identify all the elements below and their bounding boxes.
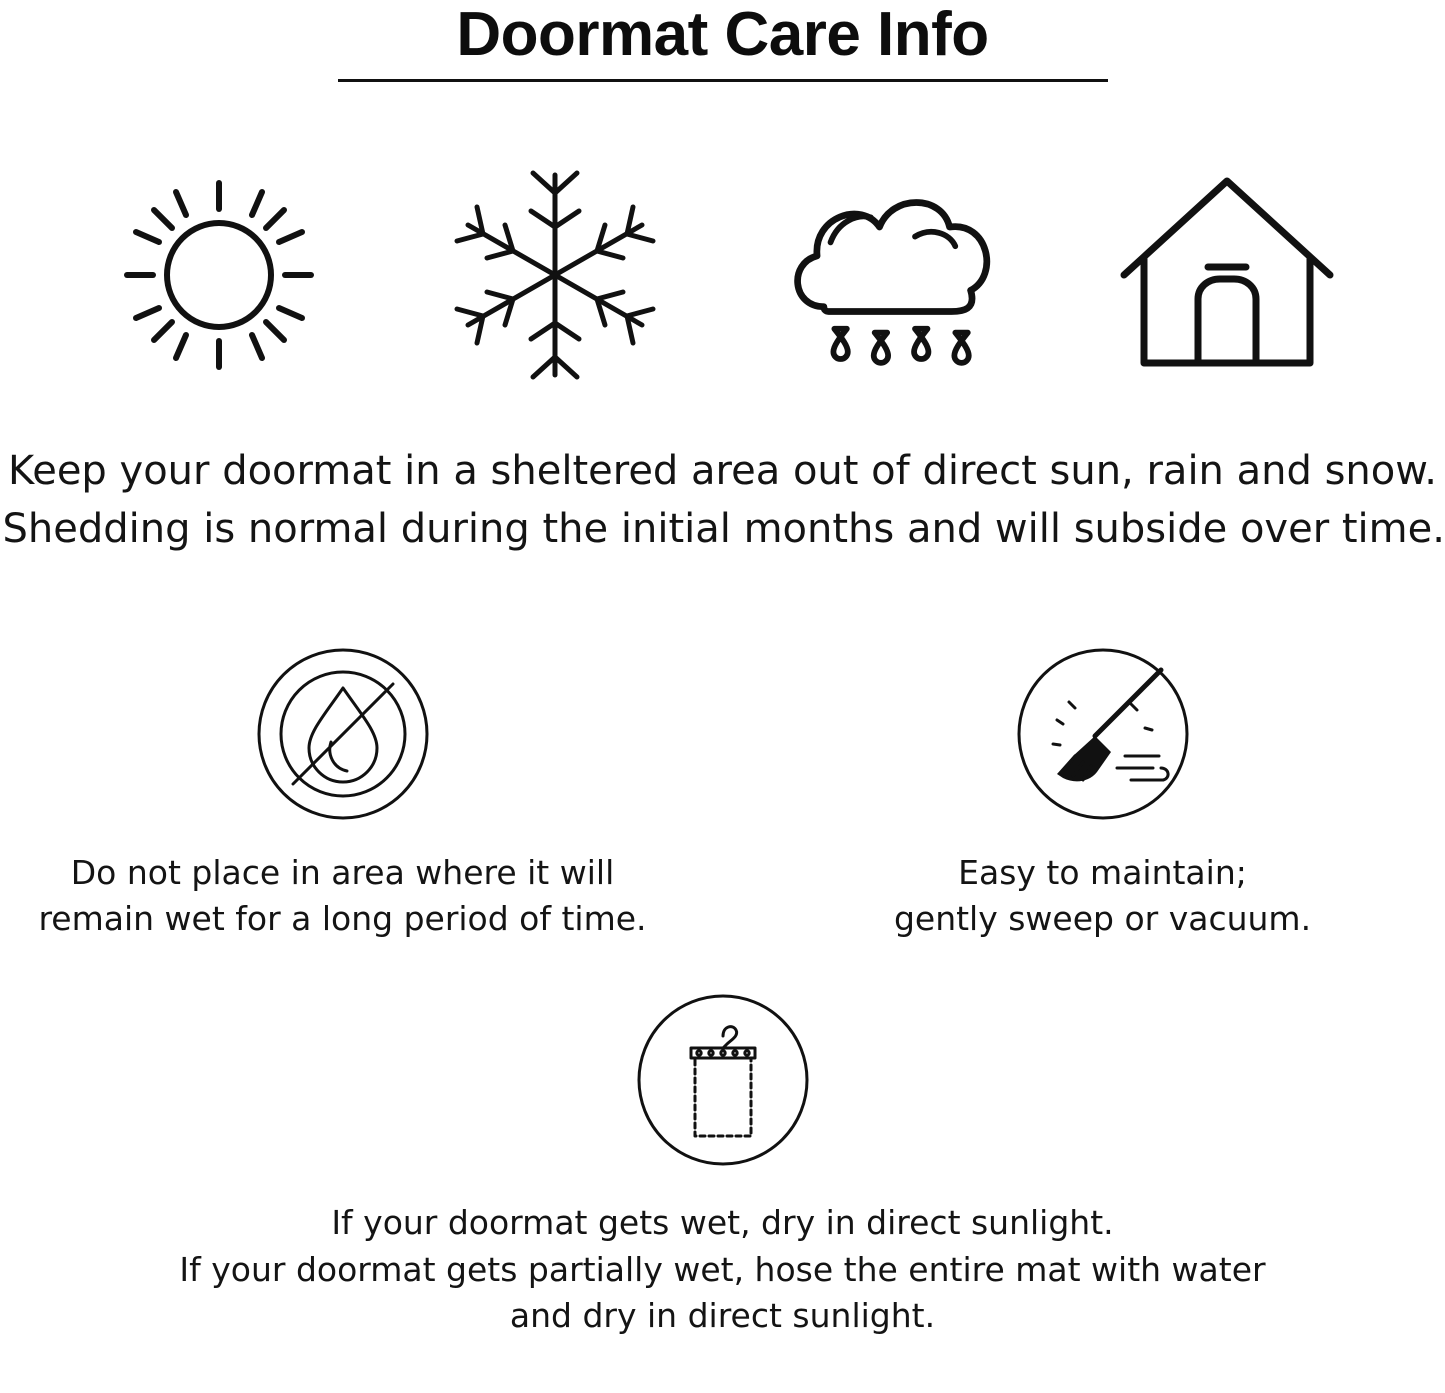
title-underline bbox=[338, 79, 1108, 82]
tip-no-water-caption bbox=[38, 850, 646, 942]
tip-dry-line-1: If your doormat gets wet, dry in direct sunlight. bbox=[331, 1203, 1114, 1243]
broom-sweep-icon bbox=[1013, 644, 1193, 824]
tip-dry bbox=[0, 990, 1445, 1339]
rain-cloud-icon bbox=[771, 160, 1011, 390]
tip-dry-line-3: and dry in direct sunlight. bbox=[509, 1295, 936, 1335]
hanging-mat-dry-icon bbox=[633, 990, 813, 1170]
intro-paragraph bbox=[3, 442, 1443, 558]
environment-icon-row bbox=[0, 160, 1445, 390]
sun-icon bbox=[99, 160, 339, 390]
title-block bbox=[0, 0, 1445, 82]
tip-dry-caption bbox=[179, 1200, 1265, 1339]
tip-sweep-caption bbox=[894, 850, 1311, 942]
tip-sweep bbox=[868, 644, 1338, 942]
tip-no-water-line-2: remain wet for a long period of time. bbox=[38, 899, 647, 939]
no-water-icon bbox=[253, 644, 433, 824]
tip-dry-line-2: If your doormat gets partially wet, hose the entire mat with water bbox=[179, 1249, 1266, 1289]
intro-line-1: Keep your doormat in a sheltered area out of direct sun, rain and snow. bbox=[7, 448, 1438, 495]
tip-sweep-line-2: gently sweep or vacuum. bbox=[893, 899, 1312, 939]
house-icon bbox=[1107, 160, 1347, 390]
tip-no-water bbox=[38, 644, 647, 942]
snowflake-icon bbox=[435, 160, 675, 390]
intro-line-2: Shedding is normal during the initial months and will subside over time. bbox=[2, 506, 1445, 553]
tip-sweep-line-1: Easy to maintain; bbox=[958, 853, 1247, 893]
page-title: Doormat Care Info bbox=[456, 0, 989, 69]
tip-no-water-line-1: Do not place in area where it will bbox=[70, 853, 615, 893]
care-tips-row bbox=[0, 644, 1445, 942]
